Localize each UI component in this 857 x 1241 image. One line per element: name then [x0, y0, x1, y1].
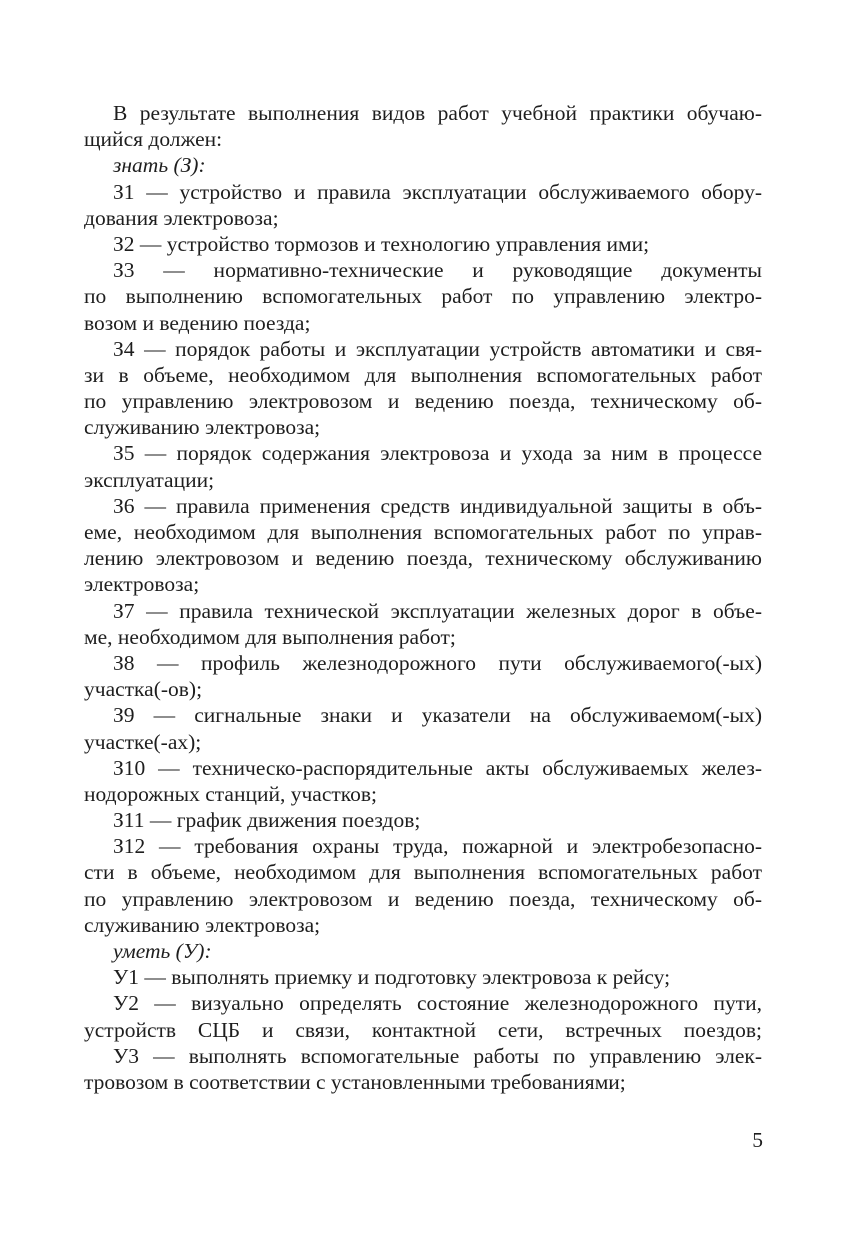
text-line: еме, необходимом для выполнения вспомогательных работ по управ- [84, 520, 762, 544]
text-line: У1 — выполнять приемку и подготовку электровоза к рейсу; [113, 965, 671, 990]
text-line: участке(-ах); [84, 729, 202, 754]
text-line: З8 — профиль железнодорожного пути обслуживаемого(-ых) [113, 650, 762, 675]
text-line: З5 — порядок содержания электровоза и ухода за ним в процессе [113, 441, 762, 466]
text-line: ме, необходимом для выполнения работ; [84, 624, 456, 649]
text-line: служиванию электровоза; [84, 415, 321, 440]
page-number: 5 [752, 1128, 763, 1152]
text-line: по управлению электровозом и ведению поезда, техническому об- [84, 389, 762, 414]
text-line: участка(-ов); [84, 677, 203, 702]
text-line: З10 — техническо-распорядительные акты обслуживаемых желез- [113, 755, 762, 780]
text-line: З7 — правила технической эксплуатации железных дорог в объе- [113, 598, 762, 623]
text-line: З11 — график движения поездов; [113, 808, 421, 833]
text-line: У3 — выполнять вспомогательные работы по управлению элек- [113, 1043, 762, 1068]
text-line: З3 — нормативно-технические и руководящие документы [113, 258, 762, 283]
text-line: лению электровозом и ведению поезда, техническому обслуживанию [84, 546, 762, 571]
text-line: З9 — сигнальные знаки и указатели на обслуживаемом(-ых) [113, 703, 762, 728]
text-line: сти в объеме, необходимом для выполнения вспомогательных работ [84, 860, 762, 885]
text-line: по выполнению вспомогательных работ по управлению электро- [84, 284, 762, 309]
text-line: З1 — устройство и правила эксплуатации обслуживаемого обору- [113, 179, 762, 204]
section-heading-can: уметь (У): [113, 939, 212, 963]
text-line: тровозом в соответствии с установленными требованиями; [84, 1069, 626, 1094]
document-body [84, 100, 762, 1095]
section-heading-know: знать (З): [113, 153, 206, 178]
text-line: эксплуатации; [84, 467, 215, 492]
text-line: В результате выполнения видов работ учебной практики обучаю- [113, 101, 762, 125]
text-line: З2 — устройство тормозов и технологию управления ими; [113, 231, 650, 256]
text-line: У2 — визуально определять состояние железнодорожного пути, [113, 991, 762, 1016]
text-line: устройств СЦБ и связи, контактной сети, встречных поездов; [84, 1017, 762, 1042]
text-line: З6 — правила применения средств индивидуальной защиты в объ- [113, 493, 762, 518]
text-line: дования электровоза; [84, 205, 279, 230]
text-line: З4 — порядок работы и эксплуатации устройств автоматики и свя- [113, 336, 762, 361]
text-line: щийся должен: [84, 127, 223, 152]
text-line: электровоза; [84, 572, 200, 597]
text-line: возом и ведению поезда; [84, 310, 311, 335]
text-line: нодорожных станций, участков; [84, 781, 378, 806]
text-line: по управлению электровозом и ведению поезда, техническому об- [84, 886, 762, 911]
text-line: служиванию электровоза; [84, 912, 321, 937]
text-line: З12 — требования охраны труда, пожарной и электробезопасно- [113, 834, 762, 859]
text-line: зи в объеме, необходимом для выполнения вспомогательных работ [84, 362, 762, 387]
